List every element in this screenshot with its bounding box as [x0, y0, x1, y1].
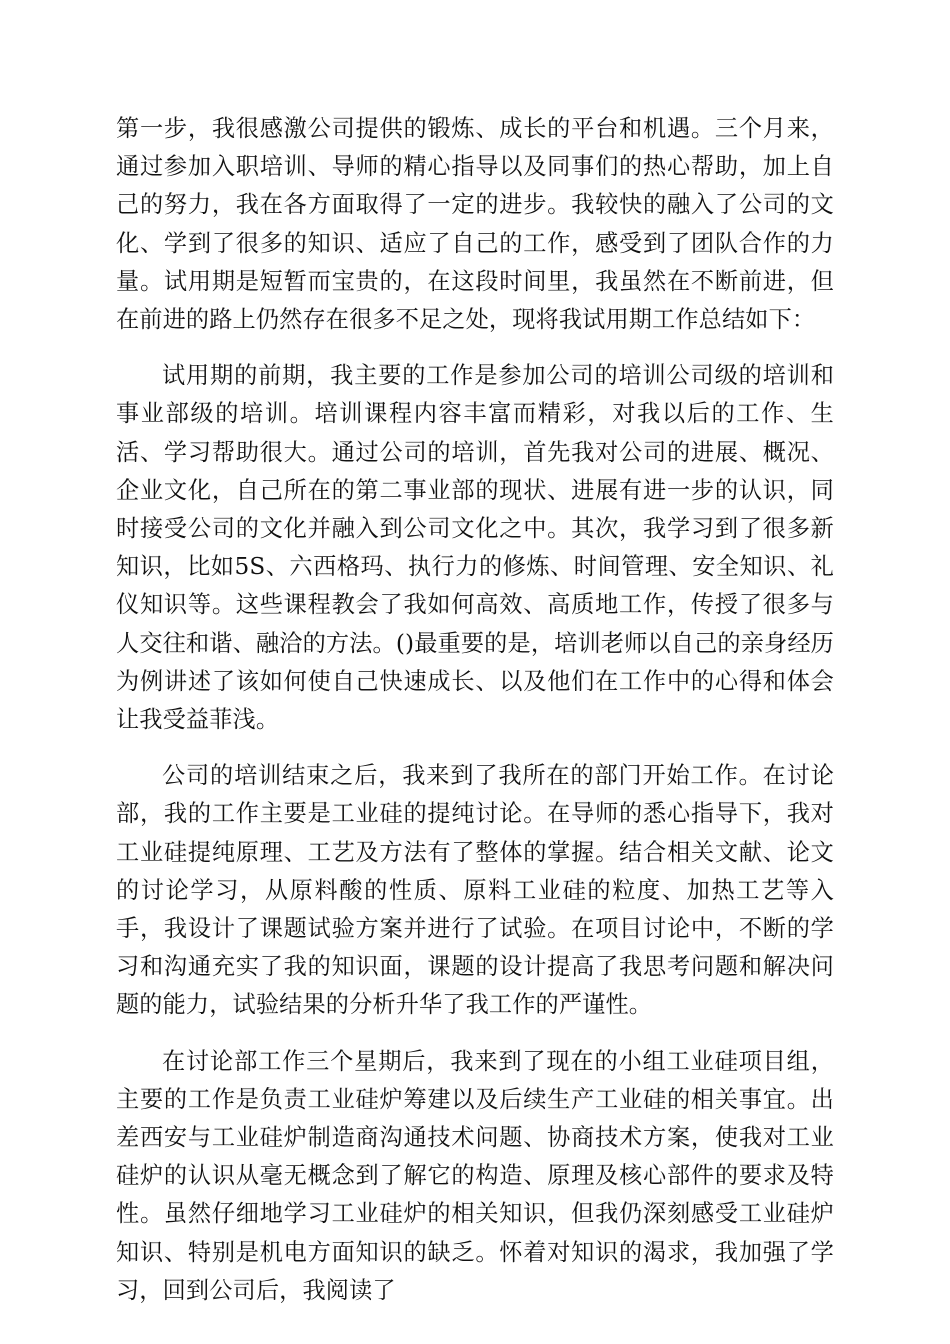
document-body	[116, 110, 834, 1328]
paragraph-project-group: 在讨论部工作三个星期后，我来到了现在的小组工业硅项目组，主要的工作是负责工业硅炉筹建以及后续生产工业硅的相关事宜。出差西安与工业硅炉制造商沟通技术问题、协商技术方案，使我对工业硅炉的认识从毫无概念到了解它的构造、原理及核心部件的要求及特性。虽然仔细地学习工业硅炉的相关知识，但我仍深刻感受工业硅炉知识、特别是机电方面知识的缺乏。怀着对知识的渴求，我加强了学习，回到公司后，我阅读了	[116, 1047, 834, 1304]
paragraph-training: 试用期的前期，我主要的工作是参加公司的培训公司级的培训和事业部级的培训。培训课程内容丰富而精彩，对我以后的工作、生活、学习帮助很大。通过公司的培训，首先我对公司的进展、概况、企业文化，自己所在的第二事业部的现状、进展有进一步的认识，同时接受公司的文化并融入到公司文化之中。其次，我学习到了很多新知识，比如5S、六西格玛、执行力的修炼、时间管理、安全知识、礼仪知识等。这些课程教会了我如何高效、高质地工作，传授了很多与人交往和谐、融洽的方法。()最重要的是，培训老师以自己的亲身经历为例讲述了该如何使自己快速成长、以及他们在工作中的心得和体会让我受益菲浅。	[116, 362, 834, 734]
paragraph-research-work: 公司的培训结束之后，我来到了我所在的部门开始工作。在讨论部，我的工作主要是工业硅的提纯讨论。在导师的悉心指导下，我对工业硅提纯原理、工艺及方法有了整体的掌握。结合相关文献、论文的讨论学习，从原料酸的性质、原料工业硅的粒度、加热工艺等入手，我设计了课题试验方案并进行了试验。在项目讨论中，不断的学习和沟通充实了我的知识面，课题的设计提高了我思考问题和解决问题的能力，试验结果的分析升华了我工作的严谨性。	[116, 762, 834, 1019]
paragraph-intro: 第一步，我很感激公司提供的锻炼、成长的平台和机遇。三个月来，通过参加入职培训、导师的精心指导以及同事们的热心帮助，加上自己的努力，我在各方面取得了一定的进步。我较快的融入了公司的文化、学到了很多的知识、适应了自己的工作，感受到了团队合作的力量。试用期是短暂而宝贵的，在这段时间里，我虽然在不断前进，但在前进的路上仍然存在很多不足之处，现将我试用期工作总结如下：	[116, 115, 834, 334]
